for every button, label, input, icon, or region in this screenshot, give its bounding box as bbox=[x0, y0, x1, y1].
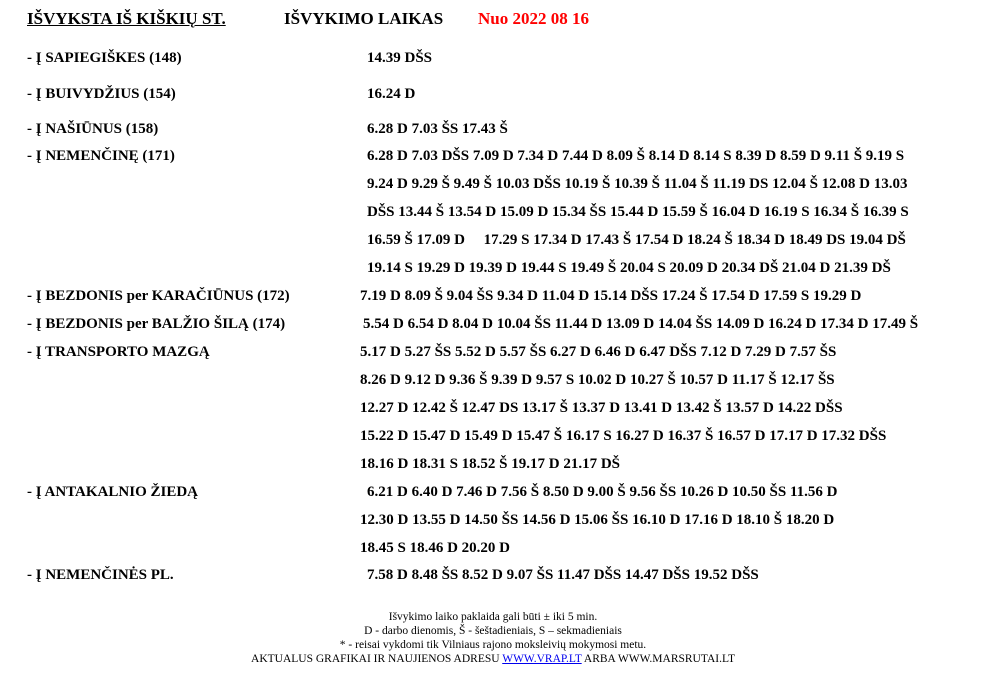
valid-from-date: Nuo 2022 08 16 bbox=[478, 9, 589, 28]
departure-station-title: IŠVYKSTA IŠ KIŠKIŲ ST. bbox=[27, 9, 226, 28]
departure-times-line: 7.58 D 8.48 ŠS 8.52 D 9.07 ŠS 11.47 DŠS 14.47 DŠS 19.52 DŠS bbox=[367, 567, 759, 583]
departure-times-line: DŠS 13.44 Š 13.54 D 15.09 D 15.34 ŠS 15.44 D 15.59 Š 16.04 D 16.19 S 16.34 Š 16.39 S bbox=[367, 204, 909, 220]
departure-times-line: 6.28 D 7.03 ŠS 17.43 Š bbox=[367, 121, 508, 137]
marsrutai-link[interactable]: WWW.MARSRUTAI.LT bbox=[617, 653, 735, 665]
departure-times-line: 16.59 Š 17.09 D 17.29 S 17.34 D 17.43 Š 17.54 D 18.24 Š 18.34 D 18.49 DS 19.04 DŠ bbox=[367, 232, 906, 248]
vrap-link[interactable]: WWW.VRAP.LT bbox=[502, 653, 582, 665]
departure-times-line: 7.19 D 8.09 Š 9.04 ŠS 9.34 D 11.04 D 15.14 DŠS 17.24 Š 17.54 D 17.59 S 19.29 D bbox=[360, 288, 862, 304]
departure-times-line: 18.16 D 18.31 S 18.52 Š 19.17 D 21.17 DŠ bbox=[360, 456, 621, 472]
departure-times-line: 14.39 DŠS bbox=[367, 50, 433, 66]
footer-website-prefix: AKTUALUS GRAFIKAI IR NAUJIENOS ADRESU bbox=[251, 653, 503, 665]
footer-tolerance-note: Išvykimo laiko paklaida gali būti ± iki 5 min. bbox=[388, 611, 598, 623]
route-name: - Į ANTAKALNIO ŽIEDĄ bbox=[27, 484, 198, 500]
departure-times-line: 18.45 S 18.46 D 20.20 D bbox=[360, 540, 511, 556]
departure-times-line: 5.54 D 6.54 D 8.04 D 10.04 ŠS 11.44 D 13.09 D 14.04 ŠS 14.09 D 16.24 D 17.34 D 17.49 Š bbox=[363, 316, 919, 332]
departure-times-line: 6.28 D 7.03 DŠS 7.09 D 7.34 D 7.44 D 8.09 Š 8.14 D 8.14 S 8.39 D 8.59 D 9.11 Š 9.19 S bbox=[367, 148, 905, 164]
route-name: - Į BEZDONIS per KARAČIŪNUS (172) bbox=[27, 288, 290, 304]
footer-school-note: * - reisai vykdomi tik Vilniaus rajono moksleivių mokymosi metu. bbox=[339, 639, 647, 651]
footer-website-line bbox=[0, 652, 986, 666]
departure-times-line: 12.30 D 13.55 D 14.50 ŠS 14.56 D 15.06 ŠS 16.10 D 17.16 D 18.10 Š 18.20 D bbox=[360, 512, 835, 528]
departure-times-line: 6.21 D 6.40 D 7.46 D 7.56 Š 8.50 D 9.00 Š 9.56 ŠS 10.26 D 10.50 ŠS 11.56 D bbox=[367, 484, 838, 500]
departure-times-line: 5.17 D 5.27 ŠS 5.52 D 5.57 ŠS 6.27 D 6.46 D 6.47 DŠS 7.12 D 7.29 D 7.57 ŠS bbox=[360, 344, 837, 360]
departure-times-line: 19.14 S 19.29 D 19.39 D 19.44 S 19.49 Š 20.04 S 20.09 D 20.34 DŠ 21.04 D 21.39 DŠ bbox=[367, 260, 891, 276]
departure-times-line: 8.26 D 9.12 D 9.36 Š 9.39 D 9.57 S 10.02 D 10.27 Š 10.57 D 11.17 Š 12.17 ŠS bbox=[360, 372, 835, 388]
departure-times-line: 16.24 D bbox=[367, 86, 416, 102]
departure-times-line: 15.22 D 15.47 D 15.49 D 15.47 Š 16.17 S 16.27 D 16.37 Š 16.57 D 17.17 D 17.32 DŠS bbox=[360, 428, 887, 444]
route-name: - Į BEZDONIS per BALŽIO ŠILĄ (174) bbox=[27, 316, 286, 332]
footer-legend: D - darbo dienomis, Š - šeštadieniais, S – sekmadieniais bbox=[364, 625, 622, 637]
footer-notes bbox=[0, 610, 986, 666]
route-name: - Į BUIVYDŽIUS (154) bbox=[27, 86, 176, 102]
departure-time-heading: IŠVYKIMO LAIKAS bbox=[284, 9, 444, 28]
route-name: - Į NAŠIŪNUS (158) bbox=[27, 121, 159, 137]
route-name: - Į NEMENČINĖS PL. bbox=[27, 567, 174, 583]
route-name: - Į TRANSPORTO MAZGĄ bbox=[27, 344, 210, 360]
departure-times-line: 9.24 D 9.29 Š 9.49 Š 10.03 DŠS 10.19 Š 10.39 Š 11.04 Š 11.19 DS 12.04 Š 12.08 D 13.03 bbox=[367, 176, 908, 192]
footer-website-mid: ARBA bbox=[581, 653, 618, 665]
route-name: - Į SAPIEGIŠKES (148) bbox=[27, 50, 182, 66]
route-name: - Į NEMENČINĘ (171) bbox=[27, 148, 175, 164]
departure-times-line: 12.27 D 12.42 Š 12.47 DS 13.17 Š 13.37 D 13.41 D 13.42 Š 13.57 D 14.22 DŠS bbox=[360, 400, 843, 416]
